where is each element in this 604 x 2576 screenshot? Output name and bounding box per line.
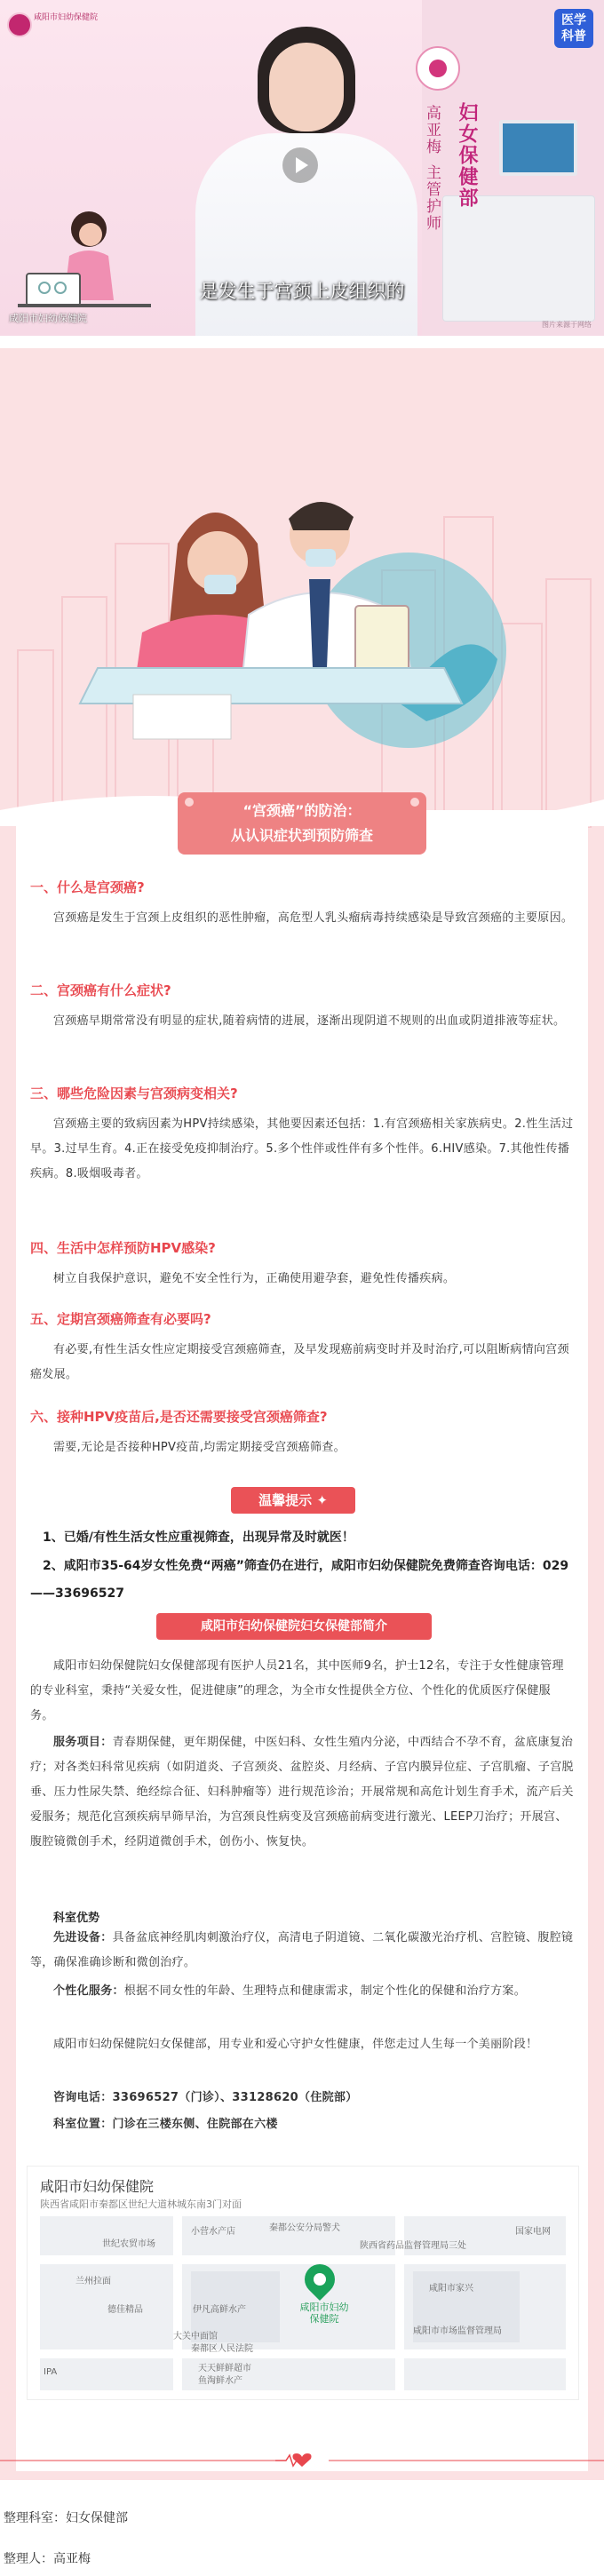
banner-dot-left-icon — [185, 798, 194, 807]
equipment-paragraph — [30, 1926, 574, 1976]
section-paragraph: 宫颈癌早期常常没有明显的症状,随着病情的进展，逐渐出现阴道不规则的出血或阴道排液等症状。 — [53, 1014, 566, 1028]
title-line-1: “宫颈癌”的防治： — [242, 802, 362, 819]
map-label: 鱼淘鲜水产 — [198, 2376, 242, 2386]
map-pin-label: 咸阳市妇幼保健院 — [299, 2302, 349, 2325]
map-label: 咸阳市市场监督管理局 — [413, 2326, 502, 2336]
personal-service-paragraph — [30, 1979, 574, 2004]
heartbeat-divider-icon — [0, 2452, 604, 2469]
doctor-name: 高亚梅 — [423, 105, 441, 155]
map-label: 世纪农贸市场 — [102, 2239, 155, 2249]
map-label: 伊凡高鲜水产 — [193, 2305, 246, 2315]
map-label: 秦都区人民法院 — [191, 2344, 253, 2354]
services-label: 服务项目： — [53, 1736, 113, 1749]
map-label: 大关中面馆 — [173, 2332, 218, 2341]
department-logo-icon — [416, 46, 460, 91]
video-subtitle: 是发生于宫颈上皮组织的 — [199, 281, 405, 302]
map-label: 国家电网 — [515, 2227, 551, 2237]
section-heading-text: 五、定期宫颈癌筛查有必要吗? — [30, 1311, 211, 1327]
video-player[interactable] — [0, 0, 604, 336]
map-view[interactable] — [40, 2216, 566, 2390]
map-pin-icon[interactable] — [298, 2258, 341, 2301]
medical-science-badge — [554, 9, 593, 48]
location-map-card[interactable] — [27, 2166, 579, 2400]
section-paragraph: 宫颈癌是发生于宫颈上皮组织的恶性肿瘤，高危型人乳头瘤病毒持续感染是导致宫颈癌的主要原因。 — [53, 911, 574, 925]
tip-item: 1、已婚/有性生活女性应重视筛查，出现异常及时就医！ — [43, 1530, 354, 1545]
footer-editor: 整理人：高亚梅 — [4, 2552, 91, 2566]
tips-label: 温馨提示 ✦ — [231, 1487, 355, 1514]
services-paragraph — [30, 1730, 574, 1855]
badge-line-2: 科普 — [561, 29, 586, 44]
personal-text: 根据不同女性的年龄、生理特点和健康需求，制定个性化的保健和治疗方案。 — [123, 1984, 527, 1998]
phone-line: 咨询电话：33696527（门诊）、33128620（住院部） — [53, 2091, 358, 2104]
section-heading-text: 二、宫颈癌有什么症状? — [30, 982, 171, 998]
section-heading-text: 四、生活中怎样预防HPV感染? — [30, 1240, 216, 1256]
badge-line-1: 医学 — [561, 13, 586, 28]
map-label: 天天鲜鲜超市 — [198, 2364, 251, 2373]
services-text: 青春期保健，更年期保健，中医妇科、女性生殖内分泌，中西结合不孕不育，盆底康复治疗；对各类妇科常见疾病（如阴道炎、子宫颈炎、盆腔炎、月经病、子宫内膜异位症、子宫肌瘤、子宫脱垂、压力性尿失禁、绝经综合征、妇科肿瘤等）进行规范诊治；开展常规和高危计划生育手术，流产后关爱服务；规范化宫颈疾病早筛早治，为宫颈良性病变及宫颈癌前病变进行激光、LEEP刀治疗；开展宫、腹腔镜微创手术，经阴道微创手术，创伤小、恢复快。 — [30, 1736, 574, 1849]
article-body — [0, 348, 604, 2480]
equipment-label: 先进设备： — [53, 1931, 113, 1944]
map-road — [173, 2216, 182, 2390]
map-label: 小营水产店 — [191, 2227, 235, 2237]
tip-item: 2、咸阳市35-64岁女性免费“两癌”筛查仍在进行，咸阳市妇幼保健院免费筛查咨询电话：029——33696527 — [30, 1559, 569, 1601]
section-paragraph: 有必要,有性生活女性应定期接受宫颈癌筛查，及早发现癌前病变时并及时治疗,可以阻断病情向宫颈癌发展。 — [30, 1343, 569, 1381]
map-label: 秦都公安分局警犬 — [269, 2223, 340, 2233]
equipment-text: 具备盆底神经肌肉刺激治疗仪，高清电子阴道镜、二氧化碳激光治疗机、宫腔镜、腹腔镜等，确保准确诊断和微创治疗。 — [30, 1931, 574, 1969]
section-paragraph: 宫颈癌主要的致病因素为HPV持续感染，其他要因素还包括：1.有宫颈癌相关家族病史。2.性生活过早。3.过早生育。4.正在接受免疫抑制治疗。5.多个性伴或性伴有多个性伴。6.HIV感染。7.其他性传播疾病。8.吸烟吸毒者。 — [30, 1117, 574, 1181]
article-footer — [0, 2484, 604, 2576]
section-heading — [30, 1238, 216, 1257]
section-heading — [30, 1309, 211, 1328]
video-watermark: 图片来源于网络 — [542, 321, 592, 329]
video-account-name: 咸阳市妇幼保健院 — [9, 313, 87, 324]
map-road — [40, 2349, 566, 2358]
intro-paragraph: 咸阳市妇幼保健院妇女保健部现有医护人员21名，其中医师9名，护士12名，专注于女性健康管理的专业科室，秉持“关爱女性，促进健康”的理念，为全市女性提供全方位、个性化的优质医疗保健服务。 — [30, 1659, 564, 1722]
map-label: 咸阳市家兴 — [429, 2284, 473, 2294]
section-heading-text: 三、哪些危险因素与宫颈病变相关? — [30, 1085, 238, 1101]
location-line: 科室位置：门诊在三楼东侧、住院部在六楼 — [53, 2118, 278, 2131]
map-label: 德佳精品 — [107, 2305, 143, 2315]
section-heading-text: 六、接种HPV疫苗后,是否还需要接受宫颈癌筛查? — [30, 1409, 328, 1425]
video-monitor — [499, 120, 577, 176]
map-title: 咸阳市妇幼保健院 — [40, 2178, 155, 2195]
section-heading — [30, 981, 171, 999]
personal-label: 个性化服务： — [53, 1984, 124, 1998]
section-heading — [30, 878, 145, 896]
hospital-logo-text: 咸阳市妇幼保健院 — [34, 13, 99, 22]
department-intro-label: 咸阳市妇幼保健院妇女保健部简介 — [156, 1613, 432, 1640]
map-label: IPA — [44, 2367, 58, 2377]
doctor-figure-face — [269, 43, 344, 131]
closing-paragraph: 咸阳市妇幼保健院妇女保健部，用专业和爱心守护女性健康，伴您走过人生每一个美丽阶段！ — [53, 2038, 538, 2051]
section-paragraph: 需要,无论是否接种HPV疫苗,均需定期接受宫颈癌筛查。 — [53, 1441, 346, 1454]
footer-department: 整理科室：妇女保健部 — [4, 2511, 128, 2525]
map-label: 兰州拉面 — [76, 2277, 111, 2286]
hospital-logo-icon — [7, 12, 32, 37]
play-icon[interactable] — [282, 147, 318, 183]
advantage-heading: 科室优势 — [53, 1912, 100, 1925]
section-heading — [30, 1407, 328, 1426]
article-title-banner — [178, 792, 426, 855]
section-heading — [30, 1084, 238, 1102]
banner-dot-right-icon — [410, 798, 419, 807]
doctor-title: 主管护师 — [423, 164, 441, 232]
doctor-patient-illustration — [71, 402, 533, 757]
map-label: 陕西省药品监督管理局三处 — [360, 2241, 466, 2251]
map-address: 陕西省咸阳市秦都区世纪大道林城东南3门对面 — [40, 2198, 242, 2210]
map-road — [40, 2255, 566, 2264]
title-line-2: 从认识症状到预防筛查 — [230, 827, 373, 844]
department-label: 妇女保健部 — [456, 102, 478, 209]
section-paragraph: 树立自我保护意识，避免不安全性行为，正确使用避孕套，避免性传播疾病。 — [53, 1272, 456, 1285]
section-heading-text: 一、什么是宫颈癌? — [30, 879, 145, 895]
